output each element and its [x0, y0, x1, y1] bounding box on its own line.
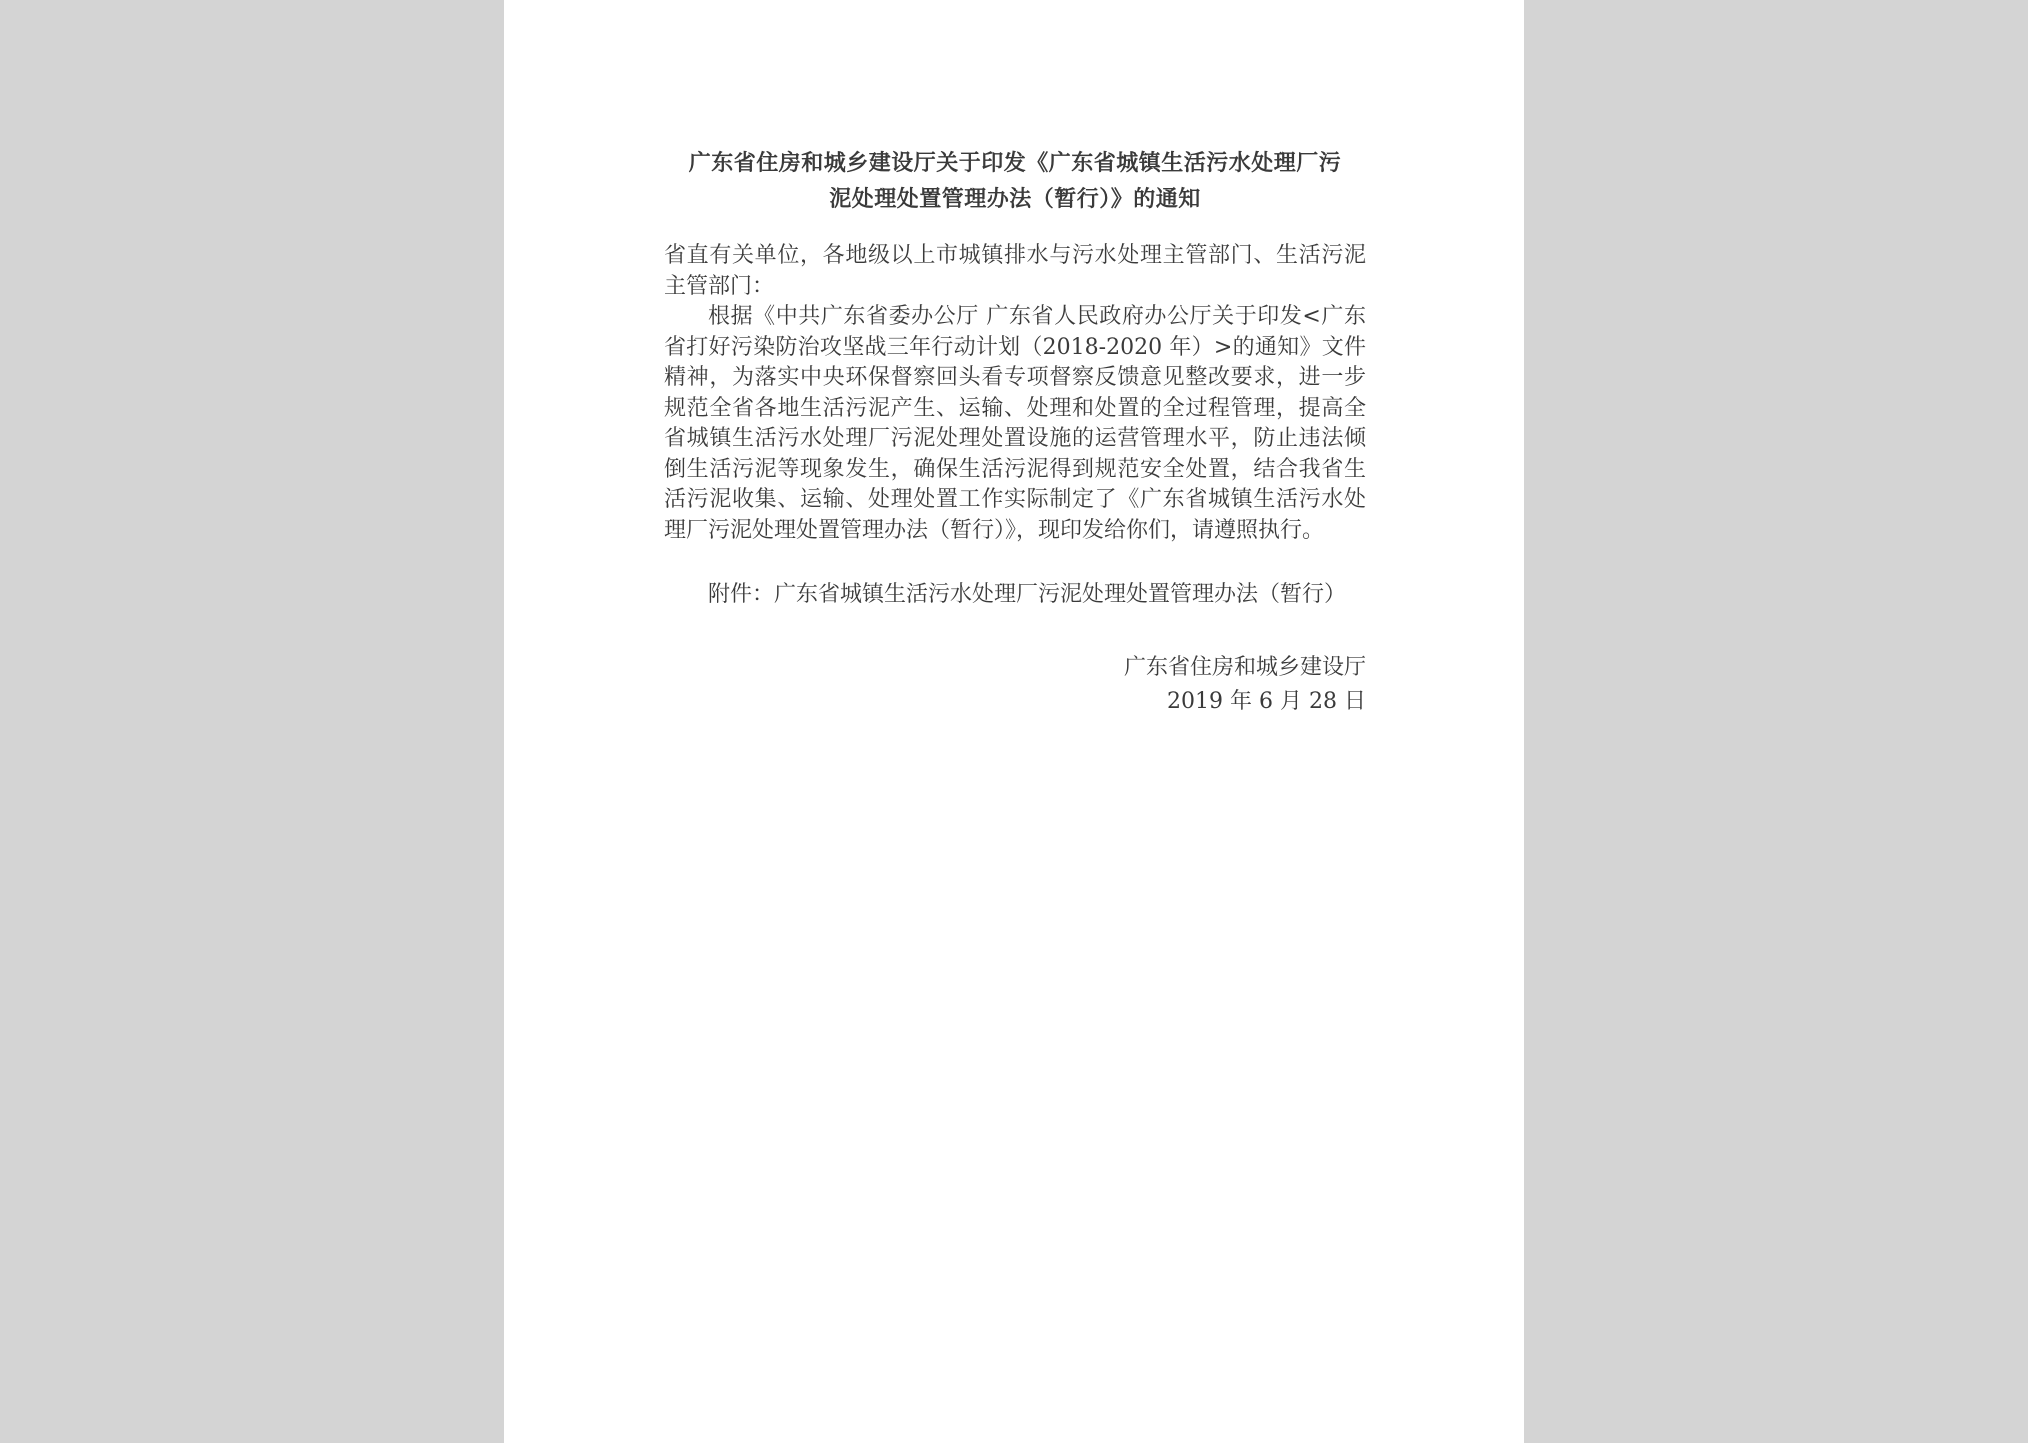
- attachment-note: 附件：广东省城镇生活污水处理厂污泥处理处置管理办法（暂行）: [708, 582, 1347, 607]
- issuer-name: 广东省住房和城乡建设厅: [1123, 654, 1366, 680]
- title-line-2: 泥处理处置管理办法（暂行）》的通知: [829, 186, 1201, 212]
- signature-block: [664, 651, 1366, 719]
- document-content: [664, 145, 1366, 719]
- document-title: [664, 145, 1366, 217]
- salutation: 省直有关单位，各地级以上市城镇排水与污水处理主管部门、生活污泥主管部门：: [664, 243, 1366, 299]
- body-paragraph: 根据《中共广东省委办公厅 广东省人民政府办公厅关于印发<广东省打好污染防治攻坚战三年行动计划（2018-2020 年）>的通知》文件精神，为落实中央环保督察回头看专项督察反馈意见整改要求，进一步规范全省各地生活污泥产生、运输、处理和处置的全过程管理，提高全省城镇生活污水处理厂污泥处理处置设施的运营管理水平，防止违法倾倒生活污泥等现象发生，确保生活污泥得到规范安全处置，结合我省生活污泥收集、运输、处理处置工作实际制定了《广东省城镇生活污水处理厂污泥处理处置管理办法（暂行）》，现印发给你们，请遵照执行。: [664, 304, 1366, 543]
- document-page: [504, 0, 1524, 1443]
- title-line-1: 广东省住房和城乡建设厅关于印发《广东省城镇生活污水处理厂污: [688, 150, 1342, 176]
- issue-date: 2019 年 6 月 28 日: [1167, 688, 1366, 714]
